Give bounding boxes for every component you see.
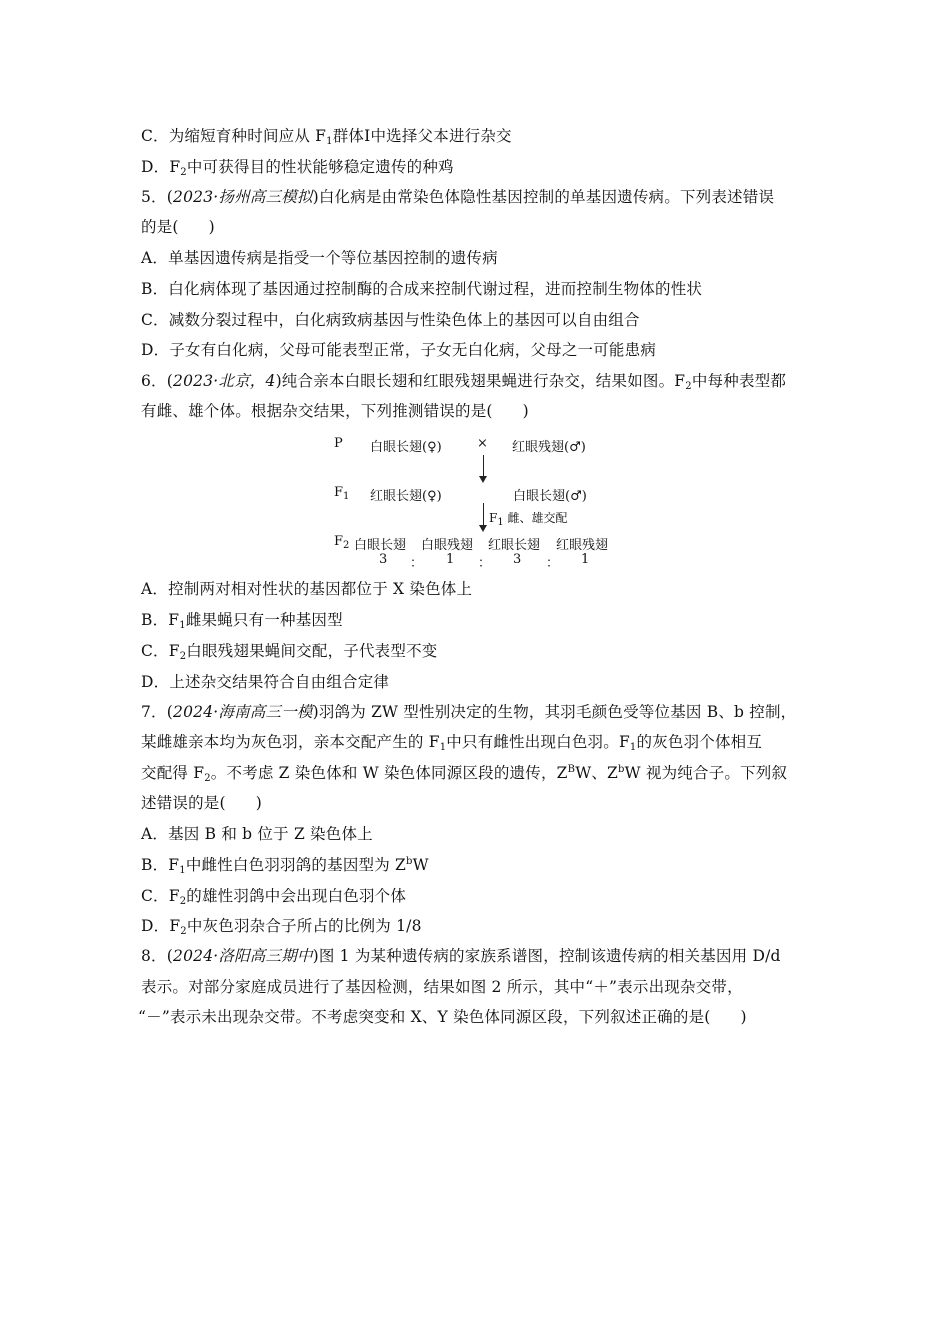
f1-female: 红眼长翅(♀) bbox=[370, 489, 442, 504]
ratio-value: 3 bbox=[379, 552, 388, 567]
p-label: P bbox=[334, 436, 343, 451]
f1-cross-note: $F_1$ 雌、雄交配 bbox=[489, 511, 568, 528]
cross-symbol: × bbox=[477, 436, 488, 451]
q7-option-d: D．$F_2$中灰色羽杂合子所占的比例为 1/8 bbox=[141, 917, 422, 937]
ratio-value: 1 bbox=[581, 552, 590, 567]
ratio-value: 1 bbox=[446, 552, 455, 567]
ratio-sep: ： bbox=[410, 556, 424, 571]
f1-male: 白眼长翅(♂) bbox=[513, 489, 587, 504]
q7-stem-line2: 某雌雄亲本均为灰色羽，亲本交配产生的 $F_1$中只有雌性出现白色羽。$F_1$的灰色羽个体相互 bbox=[141, 733, 763, 753]
q7-option-b: B．$F_1$中雌性白色羽羽鸽的基因型为 $Z^bW$ bbox=[141, 856, 429, 876]
f2-type: 红眼残翅 bbox=[556, 538, 609, 553]
q8-stem-line3: “－”表示未出现杂交带。不考虑突变和 X、Y 染色体同源区段，下列叙述正确的是( ) bbox=[138, 1008, 747, 1026]
arrow-line-1 bbox=[483, 455, 484, 477]
q7-option-c: C．$F_2$的雄性羽鸽中会出现白色羽个体 bbox=[141, 887, 407, 907]
f2-type: 白眼残翅 bbox=[421, 538, 474, 553]
q5-option-a: A．单基因遗传病是指受一个等位基因控制的遗传病 bbox=[141, 249, 498, 267]
q7-stem-line4: 述错误的是( ) bbox=[141, 794, 262, 812]
ratio-sep: ： bbox=[478, 556, 492, 571]
q6-option-a: A．控制两对相对性状的基因都位于 X 染色体上 bbox=[141, 580, 473, 598]
q5-stem-line1: 5．(2023·扬州高三模拟)白化病是由常染色体隐性基因控制的单基因遗传病。下列表述错误 bbox=[141, 188, 775, 206]
q6-stem-line2: 有雌、雄个体。根据杂交结果，下列推测错误的是( ) bbox=[141, 402, 529, 420]
q6-option-b: B．$F_1$雌果蝇只有一种基因型 bbox=[141, 611, 343, 631]
ratio-value: 3 bbox=[513, 552, 522, 567]
q8-stem-line1: 8．(2024·洛阳高三期中)图 1 为某种遗传病的家族系谱图，控制该遗传病的相关基因用 D/d bbox=[141, 947, 781, 965]
p-female: 白眼长翅(♀) bbox=[370, 440, 442, 455]
q8-stem-line2: 表示。对部分家庭成员进行了基因检测，结果如图 2 所示，其中“＋”表示出现杂交带， bbox=[141, 978, 743, 996]
p-male: 红眼残翅(♂) bbox=[512, 440, 586, 455]
q6-option-c: C．$F_2$白眼残翅果蝇间交配，子代表型不变 bbox=[141, 642, 438, 662]
q5-option-d: D．子女有白化病，父母可能表型正常，子女无白化病，父母之一可能患病 bbox=[141, 341, 657, 359]
q4-option-d: D．$F_2$中可获得目的性状能够稳定遗传的种鸡 bbox=[141, 158, 454, 178]
q6-stem-line1: 6．(2023·北京，4)纯合亲本白眼长翅和红眼残翅果蝇进行杂交，结果如图。$F_2$中每种表型都 bbox=[141, 372, 787, 392]
q4-option-c: C．为缩短育种时间应从 $F_1$群体Ⅰ中选择父本进行杂交 bbox=[141, 127, 512, 147]
q5-stem-line2: 的是( ) bbox=[141, 218, 215, 236]
arrow-head-2 bbox=[479, 525, 487, 532]
ratio-sep: ： bbox=[546, 556, 560, 571]
f2-type: 白眼长翅 bbox=[354, 538, 407, 553]
q5-option-c: C．减数分裂过程中，白化病致病基因与性染色体上的基因可以自由组合 bbox=[141, 311, 640, 329]
q7-option-a: A．基因 B 和 b 位于 Z 染色体上 bbox=[141, 825, 373, 843]
f2-label: $F_2$ bbox=[334, 534, 350, 551]
q6-option-d: D．上述杂交结果符合自由组合定律 bbox=[141, 673, 390, 691]
arrow-line-2 bbox=[483, 503, 484, 526]
arrow-head-1 bbox=[479, 476, 487, 483]
f1-label: $F_1$ bbox=[334, 485, 350, 502]
q7-stem-line3: 交配得 $F_2$。不考虑 Z 染色体和 W 染色体同源区段的遗传，$Z^BW$、$Z^bW$ 视为纯合子。下列叙 bbox=[141, 764, 788, 784]
q7-stem-line1: 7．(2024·海南高三一模)羽鸽为 ZW 型性别决定的生物，其羽毛颜色受等位基因 B、b 控制， bbox=[141, 703, 797, 721]
f2-type: 红眼长翅 bbox=[488, 538, 541, 553]
q5-option-b: B．白化病体现了基因通过控制酶的合成来控制代谢过程，进而控制生物体的性状 bbox=[141, 280, 703, 298]
